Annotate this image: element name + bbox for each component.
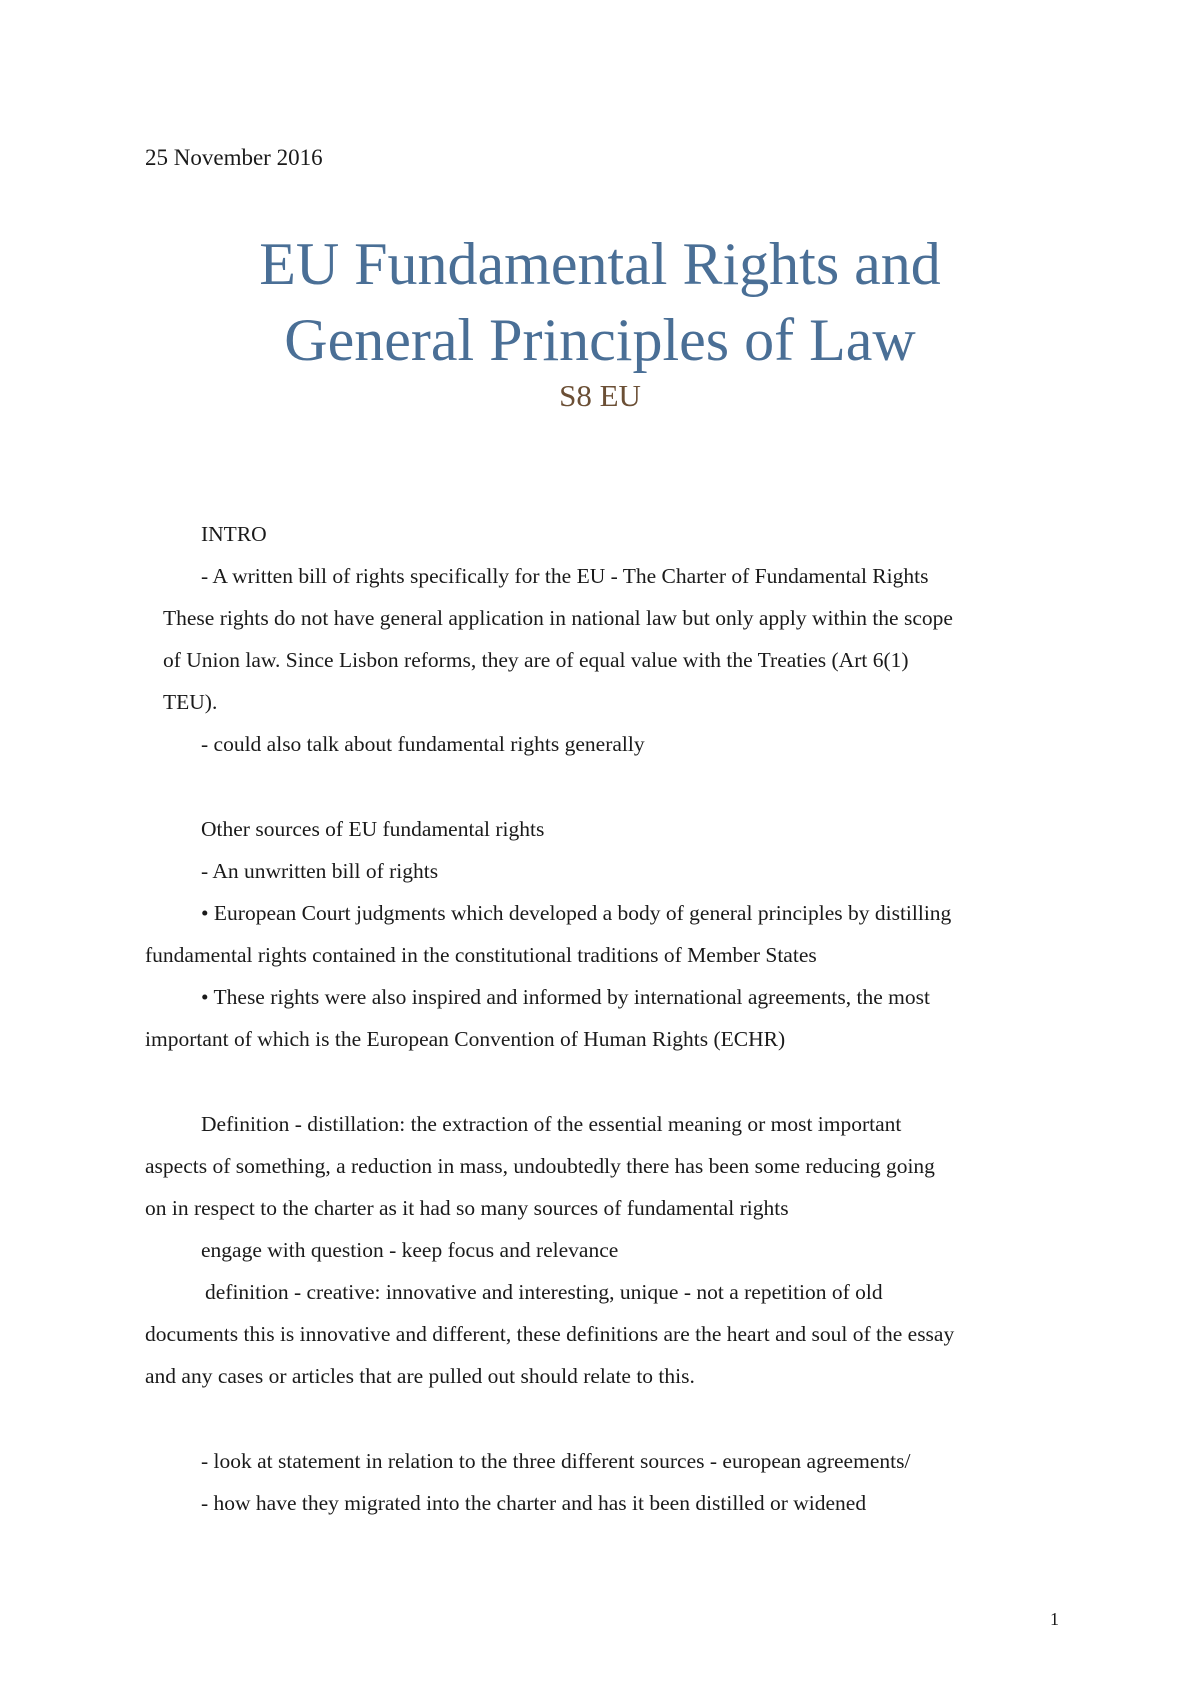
body-line: Definition - distillation: the extraction of the essential meaning or most important xyxy=(201,1112,902,1136)
body-line: fundamental rights contained in the constitutional traditions of Member States xyxy=(145,943,817,967)
body-line: - A written bill of rights specifically for the EU - The Charter of Fundamental Rights xyxy=(201,564,929,588)
body-line: These rights do not have general application in national law but only apply within the scope xyxy=(163,606,953,630)
body-line: TEU). xyxy=(163,690,218,714)
document-subtitle: S8 EU xyxy=(559,378,641,413)
body-line: of Union law. Since Lisbon reforms, they are of equal value with the Treaties (Art 6(1) xyxy=(163,648,909,672)
body-line: aspects of something, a reduction in mass, undoubtedly there has been some reducing going xyxy=(145,1154,935,1178)
document-date: 25 November 2016 xyxy=(145,145,323,170)
body-line: engage with question - keep focus and relevance xyxy=(201,1238,619,1262)
body-line: and any cases or articles that are pulled out should relate to this. xyxy=(145,1364,695,1388)
bullet-line: • European Court judgments which developed a body of general principles by distilling xyxy=(201,901,952,925)
body-line: - could also talk about fundamental rights generally xyxy=(201,732,645,756)
section-heading-intro: INTRO xyxy=(201,522,267,546)
body-line: - look at statement in relation to the three different sources - european agreements/ xyxy=(201,1449,911,1473)
bullet-line: • These rights were also inspired and informed by international agreements, the most xyxy=(201,985,930,1009)
page-number: 1 xyxy=(1050,1609,1059,1629)
section-heading-other-sources: Other sources of EU fundamental rights xyxy=(201,817,545,841)
body-line: important of which is the European Convention of Human Rights (ECHR) xyxy=(145,1027,786,1051)
body-line: - how have they migrated into the charter and has it been distilled or widened xyxy=(201,1491,867,1515)
body-line: documents this is innovative and different, these definitions are the heart and soul of the essay xyxy=(145,1322,955,1346)
body-line: definition - creative: innovative and interesting, unique - not a repetition of old xyxy=(205,1280,883,1304)
document-title-line-2: General Principles of Law xyxy=(284,307,916,373)
document-title-line-1: EU Fundamental Rights and xyxy=(259,231,941,297)
body-line: on in respect to the charter as it had so many sources of fundamental rights xyxy=(145,1196,789,1220)
body-line: - An unwritten bill of rights xyxy=(201,859,439,883)
